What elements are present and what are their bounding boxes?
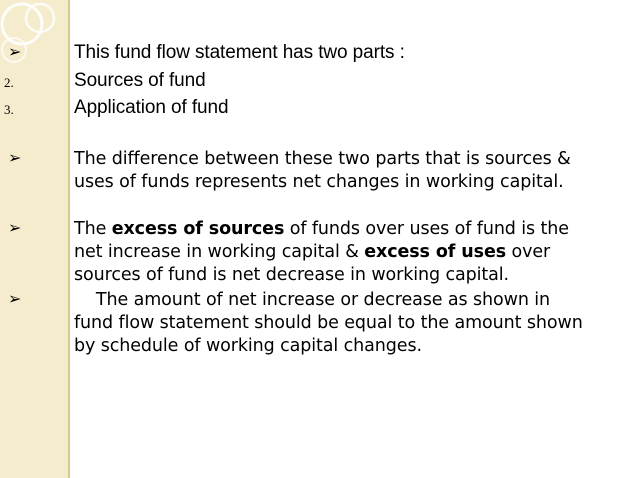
item-text: The amount of net increase or decrease as shown in fund flow statement should be equal to the amount shown by schedule of working capital changes. — [74, 290, 589, 356]
sidebar-divider — [68, 0, 70, 478]
bullet-arrow-icon: ➢ — [8, 291, 22, 308]
emphasis-excess-of-sources: excess of sources — [111, 219, 285, 239]
item-text: The difference between these two parts that is sources & uses of funds represents net changes in working capital. — [74, 149, 571, 192]
item-text: Sources of fund — [74, 70, 206, 91]
emphasis-excess-of-uses: excess of uses — [364, 242, 507, 262]
bullet-arrow-icon: ➢ — [8, 150, 22, 167]
item-number: 3. — [4, 102, 14, 117]
text-run: of funds over uses of fund is the net increase in working capital & — [74, 219, 569, 262]
item-text: Application of fund — [74, 97, 229, 118]
item-number: 2. — [4, 75, 14, 90]
text-run: The — [74, 219, 112, 239]
item-text — [74, 218, 594, 287]
item-text: This fund flow statement has two parts : — [74, 42, 405, 63]
bullet-arrow-icon: ➢ — [8, 220, 22, 237]
bullet-arrow-icon: ➢ — [8, 44, 22, 61]
text-run: over sources of fund is net decrease in working capital. — [74, 242, 551, 285]
